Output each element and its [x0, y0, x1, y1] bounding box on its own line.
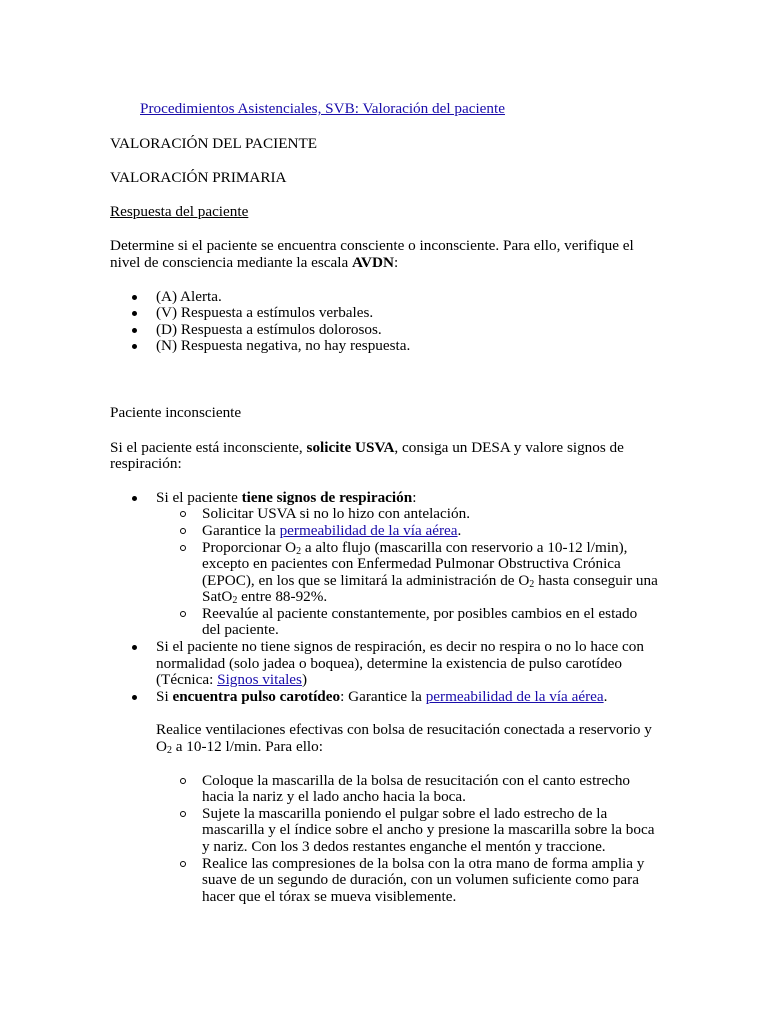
text-span: :: [393, 253, 399, 271]
paragraph-avdn-intro: [110, 238, 658, 271]
section-heading-respuesta: Respuesta del paciente: [110, 202, 249, 220]
bold-solicite-usva: solicite USVA: [306, 438, 395, 456]
via-aerea-link[interactable]: permeabilidad de la vía aérea: [425, 687, 604, 705]
sublist-item: Realice las compresiones de la bolsa con la otra mano de forma amplia y suave de un segundo de duración, con un volumen suficiente como para hacer que el tórax se mueva visiblemente.: [156, 856, 658, 906]
text-span: , consiga un DESA y valore signos de respiración:: [110, 438, 624, 473]
section-heading-inconsciente: Paciente inconsciente: [110, 403, 242, 421]
list-item: (A) Alerta.: [110, 289, 658, 306]
respiracion-sublist: [156, 506, 658, 639]
sublist-item: Sujete la mascarilla poniendo el pulgar sobre el lado estrecho de la mascarilla y el índice sobre el ancho y presione la mascarilla sobre la boca y nariz. Con los 3 dedos restantes enganche el mentón y traccione.: [156, 806, 658, 856]
subscript: 2: [232, 595, 238, 607]
text-span: Si el paciente está inconsciente,: [110, 438, 307, 456]
text-span: Determine si el paciente se encuentra consciente o inconsciente. Para ello, verifique el nivel de consciencia mediante la escala: [110, 237, 634, 271]
bold-signos-respiracion: tiene signos de respiración: [241, 488, 413, 506]
avdn-list: [110, 289, 658, 355]
inconsciente-list: [110, 490, 658, 906]
text-span: a alto flujo (mascarilla con reservorio a 10-12 l/min), excepto en pacientes con Enfermedad Pulmonar Obstructiva Crónica (EPOC), en los que se limitará la administración de O: [202, 538, 628, 589]
bold-avdn: AVDN: [352, 253, 394, 271]
list-item-respiracion: [110, 490, 658, 639]
text-span: a 10-12 l/min. Para ello:: [171, 738, 323, 756]
subscript: 2: [166, 745, 172, 757]
text-span: .: [603, 687, 608, 705]
text-span: Realice ventilaciones efectivas con bolsa de resucitación conectada a reservorio y O: [156, 721, 652, 756]
paragraph-ventilaciones: [156, 722, 658, 755]
text-span: .: [457, 521, 462, 539]
heading-valoracion-primaria: VALORACIÓN PRIMARIA: [110, 169, 287, 187]
sublist-item: [156, 540, 658, 606]
sublist-item: [156, 523, 658, 540]
header-link-line: [140, 101, 658, 118]
text-span: Garantice la: [202, 521, 280, 539]
list-item-sin-respiracion: [110, 639, 658, 689]
text-span: Si: [156, 687, 173, 705]
signos-vitales-link[interactable]: Signos vitales: [217, 671, 302, 689]
text-span: Si el paciente no tiene signos de respiración, es decir no respira o no lo hace con normalidad (solo jadea o boquea), determine la existencia de pulso carotídeo (Técnica:: [156, 638, 644, 689]
paragraph-inconsciente-intro: [110, 440, 658, 473]
sublist-item: Coloque la mascarilla de la bolsa de resucitación con el canto estrecho hacia la nariz y el lado ancho hacia la boca.: [156, 773, 658, 806]
list-item-pulso-carotideo: [110, 689, 658, 906]
sublist-item: Reevalúe al paciente constantemente, por posibles cambios en el estado del paciente.: [156, 606, 658, 639]
header-link[interactable]: Procedimientos Asistenciales, SVB: Valoración del paciente: [140, 100, 505, 117]
bold-pulso-carotideo: encuentra pulso carotídeo: [172, 687, 341, 705]
list-item: (N) Respuesta negativa, no hay respuesta.: [110, 338, 658, 355]
list-item: (D) Respuesta a estímulos dolorosos.: [110, 322, 658, 339]
text-span: :: [412, 488, 417, 506]
heading-valoracion-paciente: VALORACIÓN DEL PACIENTE: [110, 134, 318, 152]
sublist-item: Solicitar USVA si no lo hizo con antelación.: [156, 506, 658, 523]
text-span: Proporcionar O: [202, 538, 297, 556]
subscript: 2: [529, 578, 535, 590]
document-content: [110, 101, 658, 905]
text-span: : Garantice la: [340, 687, 426, 705]
ventilaciones-sublist: [156, 773, 658, 906]
text-span: ): [301, 671, 308, 689]
text-span: Si el paciente: [156, 488, 242, 506]
via-aerea-link[interactable]: permeabilidad de la vía aérea: [279, 521, 458, 539]
list-item: (V) Respuesta a estímulos verbales.: [110, 305, 658, 322]
text-span: hasta conseguir una SatO: [202, 571, 658, 606]
subscript: 2: [296, 545, 302, 557]
text-span: entre 88-92%.: [237, 588, 328, 606]
